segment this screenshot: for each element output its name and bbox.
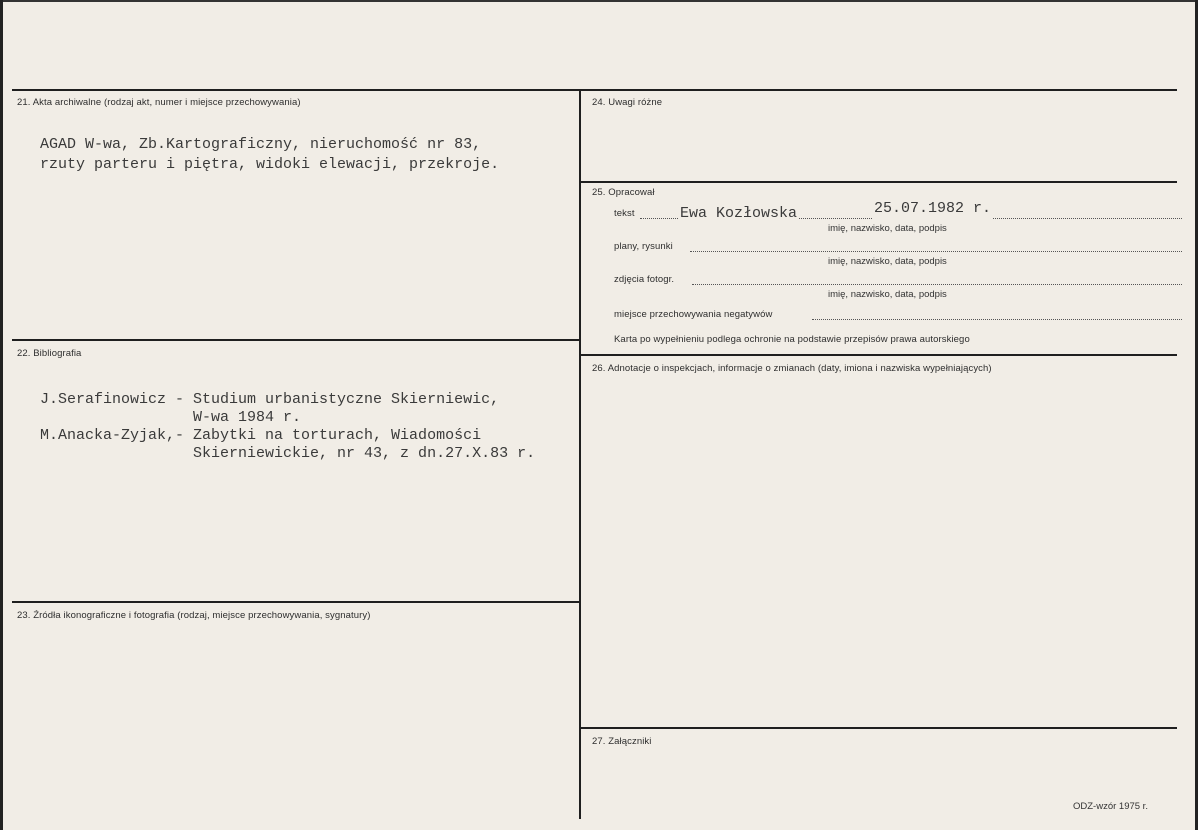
rule-26-27 — [581, 727, 1177, 729]
form-code: ODZ-wzór 1975 r. — [1073, 801, 1148, 812]
tekst-name: Ewa Kozłowska — [680, 205, 798, 222]
column-divider — [579, 89, 581, 819]
bibliography-line-4: Skierniewickie, nr 43, z dn.27.X.83 r. — [40, 445, 536, 462]
zdjecia-dotted-line — [692, 284, 1182, 285]
copyright-notice: Karta po wypełnieniu podlega ochronie na podstawie przepisów prawa autorskiego — [614, 334, 970, 345]
section-22-label: 22. Bibliografia — [17, 348, 82, 359]
section-25-label: 25. Opracował — [592, 187, 655, 198]
bibliography-line-3: M.Anacka-Zyjak,- Zabytki na torturach, Wiadomości — [40, 427, 482, 444]
zdjecia-label: zdjęcia fotogr. — [614, 274, 675, 285]
card-top-edge — [0, 0, 1198, 2]
zdjecia-caption: imię, nazwisko, data, podpis — [828, 289, 947, 300]
section-23-label: 23. Źródła ikonograficzne i fotografia (rodzaj, miejsce przechowywania, sygnatury) — [17, 610, 371, 621]
section-27-label: 27. Załączniki — [592, 736, 652, 747]
tekst-label: tekst — [614, 208, 635, 219]
section-26-label: 26. Adnotacje o inspekcjach, informacje o zmianach (daty, imiona i nazwiska wypełniających) — [592, 363, 992, 374]
rule-22-23 — [12, 601, 579, 603]
rule-24-25 — [581, 181, 1177, 183]
section-21-line-1: AGAD W-wa, Zb.Kartograficzny, nieruchomość nr 83, — [40, 136, 482, 153]
section-21-label: 21. Akta archiwalne (rodzaj akt, numer i miejsce przechowywania) — [17, 97, 301, 108]
plany-dotted-line — [690, 251, 1182, 252]
section-24-label: 24. Uwagi różne — [592, 97, 663, 108]
tekst-caption: imię, nazwisko, data, podpis — [828, 223, 947, 234]
plany-caption: imię, nazwisko, data, podpis — [828, 256, 947, 267]
card-left-edge — [0, 0, 3, 830]
rule-21-22 — [12, 339, 581, 341]
negatywy-dotted-line — [812, 319, 1182, 320]
rule-25-26 — [581, 354, 1177, 356]
section-21-line-2: rzuty parteru i piętra, widoki elewacji, przekroje. — [40, 156, 500, 173]
negatywy-label: miejsce przechowywania negatywów — [614, 309, 773, 320]
bibliography-line-2: W-wa 1984 r. — [40, 409, 302, 426]
tekst-date: 25.07.1982 r. — [874, 200, 992, 217]
plany-label: plany, rysunki — [614, 241, 673, 252]
bibliography-line-1: J.Serafinowicz - Studium urbanistyczne Skierniewic, — [40, 391, 500, 408]
top-rule — [12, 89, 1177, 91]
